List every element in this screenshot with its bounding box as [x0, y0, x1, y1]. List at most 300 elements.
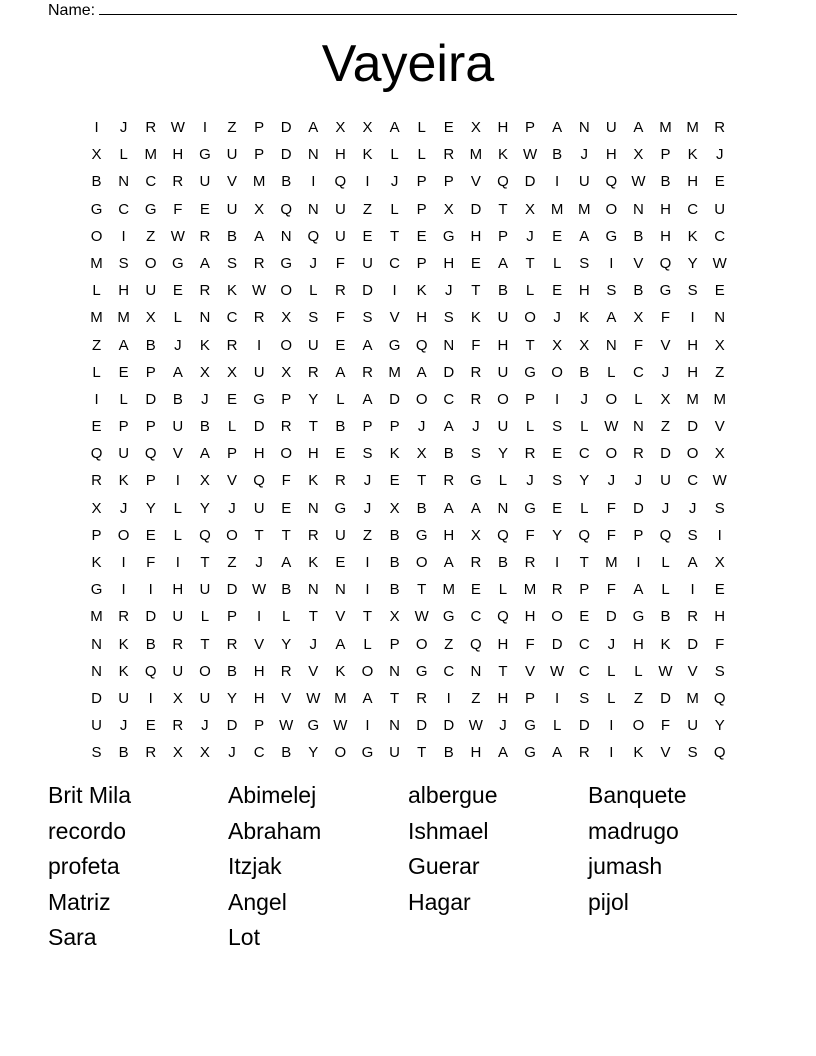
grid-letter: M — [144, 146, 157, 164]
grid-letter: B — [227, 662, 238, 680]
grid-letter: O — [117, 526, 130, 544]
grid-letter: A — [308, 119, 319, 136]
grid-letter: I — [690, 309, 695, 327]
grid-letter: J — [607, 635, 616, 653]
grid-letter: G — [144, 200, 157, 218]
grid-letter: Z — [715, 363, 725, 381]
grid-letter: L — [173, 499, 182, 517]
grid-letter: B — [552, 146, 563, 164]
grid-letter: L — [390, 146, 399, 164]
grid-letter: P — [416, 254, 427, 272]
grid-letter: O — [524, 309, 536, 327]
grid-letter: W — [468, 717, 483, 735]
grid-letter: G — [361, 744, 374, 762]
grid-letter: D — [605, 608, 617, 626]
grid-letter: I — [609, 254, 614, 272]
grid-letter: B — [497, 282, 508, 300]
grid-letter: Q — [199, 526, 211, 544]
grid-letter: V — [714, 418, 725, 436]
grid-letter: O — [551, 608, 563, 626]
grid-letter: J — [607, 472, 616, 490]
grid-letter: U — [118, 689, 130, 707]
grid-letter: U — [118, 445, 130, 463]
grid-letter: P — [145, 363, 156, 381]
grid-letter: S — [362, 309, 373, 327]
grid-letter: K — [335, 662, 346, 680]
grid-letter: C — [253, 744, 265, 762]
grid-letter: U — [497, 418, 509, 436]
grid-letter: G — [470, 472, 482, 490]
grid-letter: G — [524, 363, 536, 381]
grid-letter: N — [307, 499, 319, 517]
grid-letter: M — [686, 689, 699, 707]
word-list-item: Ishmael — [408, 817, 489, 844]
page-title: Vayeira — [321, 35, 495, 93]
grid-letter: G — [524, 744, 536, 762]
grid-letter: A — [199, 254, 210, 272]
grid-letter: V — [470, 173, 481, 191]
grid-letter: K — [416, 282, 427, 300]
grid-letter: H — [443, 254, 455, 272]
grid-letter: F — [606, 581, 616, 599]
grid-letter: F — [173, 200, 183, 218]
grid-letter: Q — [307, 227, 320, 245]
grid-letter: Z — [471, 689, 481, 707]
grid-letter: H — [660, 227, 671, 245]
grid-letter: W — [631, 173, 646, 191]
grid-letter: Q — [470, 635, 482, 653]
grid-letter: X — [199, 472, 210, 490]
grid-letter: K — [389, 445, 400, 463]
grid-letter: W — [279, 717, 294, 735]
grid-letter: N — [307, 146, 319, 164]
grid-letter: T — [308, 608, 318, 626]
grid-letter: X — [227, 363, 238, 381]
grid-letter: E — [91, 418, 102, 436]
grid-letter: B — [172, 390, 183, 408]
grid-letter: L — [119, 146, 128, 164]
grid-letter: J — [309, 635, 318, 653]
grid-letter: N — [389, 662, 400, 680]
grid-letter: I — [311, 173, 316, 191]
word-list-item: Brit Mila — [48, 782, 132, 808]
grid-letter: P — [389, 418, 400, 436]
grid-letter: D — [470, 200, 482, 218]
grid-letter: S — [687, 282, 698, 300]
grid-letter: G — [415, 662, 428, 680]
grid-letter: R — [280, 662, 292, 680]
grid-letter: T — [281, 526, 291, 544]
grid-letter: I — [392, 282, 397, 300]
grid-letter: J — [201, 717, 209, 735]
grid-letter: R — [362, 363, 373, 381]
grid-letter: L — [498, 581, 508, 599]
grid-letter: J — [445, 282, 453, 300]
grid-letter: T — [254, 526, 264, 544]
grid-letter: U — [199, 173, 211, 191]
grid-letter: M — [713, 390, 726, 408]
grid-letter: D — [660, 445, 671, 463]
grid-letter: S — [606, 282, 617, 300]
grid-letter: F — [525, 635, 535, 653]
grid-letter: B — [281, 581, 292, 599]
grid-letter: O — [226, 526, 238, 544]
grid-letter: C — [687, 472, 699, 490]
grid-letter: M — [686, 390, 699, 408]
grid-letter: F — [660, 717, 671, 735]
grid-letter: C — [443, 390, 455, 408]
grid-letter: X — [281, 309, 292, 327]
grid-letter: O — [415, 554, 428, 571]
grid-letter: C — [145, 173, 157, 191]
grid-letter: R — [145, 119, 157, 136]
grid-letter: Z — [362, 200, 373, 218]
grid-letter: B — [389, 554, 400, 571]
grid-letter: N — [633, 200, 644, 218]
grid-letter: A — [281, 554, 292, 571]
grid-letter: G — [171, 254, 184, 272]
grid-letter: F — [335, 254, 345, 272]
grid-letter: Q — [497, 608, 509, 626]
grid-letter: U — [199, 581, 211, 599]
grid-letter: D — [253, 418, 265, 436]
name-label: Name: — [48, 2, 96, 19]
grid-letter: R — [253, 309, 265, 327]
grid-letter: A — [552, 744, 563, 762]
grid-letter: L — [607, 689, 616, 707]
grid-letter: I — [175, 554, 180, 571]
grid-letter: G — [524, 717, 536, 735]
grid-letter: P — [227, 445, 238, 463]
grid-letter: O — [605, 390, 618, 408]
grid-letter: H — [443, 526, 455, 544]
grid-letter: Q — [90, 445, 103, 463]
grid-letter: K — [118, 635, 129, 653]
word-list-item: pijol — [588, 888, 629, 915]
grid-letter: R — [199, 227, 211, 245]
grid-letter: A — [633, 581, 644, 599]
word-list-item: Guerar — [408, 853, 480, 880]
grid-letter: J — [201, 390, 209, 408]
grid-letter: G — [90, 581, 103, 599]
grid-letter: J — [174, 336, 182, 354]
grid-letter: O — [632, 717, 645, 735]
grid-letter: P — [660, 146, 671, 164]
grid-letter: O — [686, 445, 699, 463]
grid-letter: U — [226, 200, 238, 218]
word-search-grid — [83, 114, 734, 767]
word-list-item: Abimelej — [228, 782, 317, 808]
grid-letter: A — [443, 418, 454, 436]
grid-letter: Y — [308, 390, 319, 408]
grid-letter: L — [173, 309, 182, 327]
grid-letter: U — [334, 200, 346, 218]
grid-letter: B — [633, 227, 644, 245]
grid-letter: T — [498, 662, 508, 680]
grid-letter: D — [578, 717, 590, 735]
grid-letter: I — [690, 581, 695, 599]
grid-letter: E — [172, 282, 183, 300]
grid-letter: Y — [281, 635, 292, 653]
grid-letter: F — [606, 526, 616, 544]
grid-letter: P — [525, 390, 536, 408]
grid-letter: A — [416, 363, 427, 381]
grid-letter: M — [442, 581, 456, 599]
grid-letter: H — [416, 309, 428, 327]
grid-letter: D — [687, 418, 699, 436]
grid-letter: J — [228, 499, 236, 517]
grid-letter: L — [552, 254, 562, 272]
grid-letter: J — [526, 227, 534, 245]
grid-letter: R — [470, 363, 482, 381]
grid-letter: R — [578, 744, 590, 762]
grid-letter: Z — [362, 526, 373, 544]
grid-letter: H — [714, 608, 726, 626]
grid-letter: H — [497, 635, 509, 653]
grid-letter: M — [117, 309, 130, 327]
grid-letter: D — [91, 689, 102, 707]
grid-letter: R — [551, 581, 563, 599]
grid-letter: W — [658, 662, 673, 680]
grid-letter: I — [555, 554, 560, 571]
grid-letter: T — [525, 254, 535, 272]
grid-letter: W — [712, 254, 727, 272]
grid-letter: R — [416, 689, 428, 707]
grid-letter: R — [118, 608, 130, 626]
grid-letter: A — [633, 119, 644, 136]
grid-letter: A — [254, 227, 265, 245]
grid-letter: H — [497, 119, 509, 136]
word-list — [48, 778, 768, 956]
grid-letter: E — [552, 227, 563, 245]
grid-letter: J — [661, 499, 670, 517]
grid-letter: P — [525, 689, 536, 707]
grid-letter: A — [443, 554, 454, 571]
grid-letter: D — [416, 717, 428, 735]
grid-letter: R — [172, 717, 184, 735]
grid-letter: O — [280, 336, 293, 354]
grid-letter: H — [497, 689, 509, 707]
grid-letter: R — [443, 472, 455, 490]
grid-letter: O — [280, 445, 293, 463]
grid-letter: C — [389, 254, 400, 272]
grid-letter: I — [121, 581, 126, 599]
word-list-item: Angel — [228, 888, 287, 915]
grid-letter: M — [523, 581, 537, 599]
grid-letter: K — [199, 336, 210, 354]
grid-letter: C — [578, 635, 590, 653]
grid-letter: O — [280, 282, 293, 300]
grid-letter: M — [659, 119, 672, 136]
grid-letter: N — [91, 662, 102, 680]
grid-letter: I — [446, 689, 451, 707]
grid-letter: I — [175, 472, 180, 490]
grid-letter: I — [365, 581, 370, 599]
grid-letter: H — [334, 146, 346, 164]
grid-letter: E — [714, 282, 725, 300]
grid-letter: H — [687, 363, 699, 381]
grid-letter: W — [170, 119, 185, 136]
grid-letter: M — [605, 554, 618, 571]
grid-letter: V — [389, 309, 400, 327]
grid-letter: Q — [578, 526, 591, 544]
grid-letter: E — [443, 119, 454, 136]
grid-letter: B — [416, 499, 427, 517]
grid-letter: G — [605, 227, 618, 245]
grid-letter: I — [609, 744, 614, 762]
grid-letter: S — [118, 254, 129, 272]
grid-letter: E — [362, 227, 373, 245]
grid-letter: J — [553, 309, 561, 327]
grid-letter: U — [362, 254, 373, 272]
grid-letter: Z — [444, 635, 454, 653]
grid-letter: H — [687, 336, 699, 354]
grid-letter: U — [605, 119, 617, 136]
grid-letter: B — [389, 526, 400, 544]
grid-letter: P — [579, 581, 590, 599]
grid-letter: X — [714, 554, 725, 571]
grid-letter: M — [252, 173, 266, 191]
grid-letter: Q — [713, 689, 726, 707]
grid-letter: X — [145, 309, 156, 327]
grid-letter: R — [334, 282, 346, 300]
grid-letter: A — [199, 445, 210, 463]
grid-letter: G — [90, 200, 103, 218]
grid-letter: A — [118, 336, 129, 354]
grid-letter: L — [227, 418, 237, 436]
grid-letter: M — [577, 200, 591, 218]
grid-letter: I — [555, 390, 560, 408]
grid-letter: X — [389, 608, 400, 626]
grid-letter: G — [199, 146, 211, 164]
grid-letter: X — [470, 119, 481, 136]
grid-letter: C — [226, 309, 238, 327]
grid-letter: N — [91, 635, 102, 653]
grid-letter: N — [307, 581, 319, 599]
grid-letter: I — [257, 608, 262, 626]
grid-letter: U — [714, 200, 726, 218]
grid-letter: Q — [659, 254, 672, 272]
grid-letter: A — [389, 119, 400, 136]
grid-letter: S — [91, 744, 102, 762]
grid-letter: V — [227, 472, 238, 490]
grid-letter: T — [200, 554, 210, 571]
grid-letter: H — [253, 689, 265, 707]
grid-letter: P — [254, 119, 265, 136]
grid-letter: L — [363, 635, 372, 653]
grid-letter: R — [633, 445, 644, 463]
grid-letter: H — [633, 635, 644, 653]
grid-letter: E — [552, 445, 563, 463]
grid-letter: N — [470, 662, 482, 680]
grid-letter: N — [714, 309, 726, 327]
grid-letter: C — [118, 200, 130, 218]
grid-letter: X — [199, 363, 210, 381]
grid-letter: B — [91, 173, 102, 191]
grid-letter: L — [661, 554, 670, 571]
word-list-item: Sara — [48, 924, 97, 951]
grid-letter: M — [469, 146, 483, 164]
grid-letter: U — [253, 499, 265, 517]
grid-letter: O — [605, 445, 618, 463]
grid-letter: V — [687, 662, 698, 680]
grid-letter: R — [524, 554, 536, 571]
grid-letter: F — [715, 635, 725, 653]
grid-letter: S — [227, 254, 238, 272]
grid-letter: X — [443, 200, 454, 218]
grid-letter: P — [254, 717, 265, 735]
grid-letter: F — [606, 499, 616, 517]
grid-letter: X — [579, 336, 590, 354]
word-list-item: Hagar — [408, 888, 471, 915]
grid-letter: F — [525, 526, 535, 544]
grid-letter: U — [172, 418, 184, 436]
word-list-item: profeta — [48, 853, 120, 880]
grid-letter: U — [497, 363, 509, 381]
grid-letter: A — [552, 119, 563, 136]
grid-letter: X — [416, 445, 427, 463]
grid-letter: X — [172, 744, 183, 762]
grid-letter: J — [363, 499, 372, 517]
grid-letter: M — [90, 309, 103, 327]
grid-letter: Q — [659, 526, 672, 544]
grid-letter: N — [578, 119, 590, 136]
grid-letter: R — [172, 635, 184, 653]
grid-letter: W — [333, 717, 348, 735]
grid-letter: V — [172, 445, 183, 463]
grid-letter: D — [145, 390, 157, 408]
grid-letter: X — [714, 445, 725, 463]
grid-letter: P — [633, 526, 644, 544]
word-list-item: Abraham — [228, 817, 322, 844]
grid-letter: B — [281, 744, 292, 762]
grid-letter: W — [712, 472, 727, 490]
grid-letter: I — [148, 689, 153, 707]
grid-letter: L — [200, 608, 210, 626]
grid-letter: E — [552, 499, 563, 517]
grid-letter: U — [253, 363, 265, 381]
grid-letter: O — [497, 390, 509, 408]
grid-letter: D — [280, 119, 292, 136]
grid-letter: B — [443, 445, 454, 463]
grid-letter: R — [226, 635, 238, 653]
grid-letter: J — [472, 418, 480, 436]
grid-letter: R — [307, 363, 319, 381]
grid-letter: N — [605, 336, 617, 354]
grid-letter: K — [660, 635, 671, 653]
grid-letter: Y — [687, 254, 698, 272]
grid-letter: B — [335, 418, 346, 436]
name-field — [48, 0, 737, 20]
grid-letter: R — [145, 744, 157, 762]
grid-letter: S — [470, 445, 481, 463]
grid-letter: T — [362, 608, 373, 626]
grid-letter: X — [254, 200, 265, 218]
grid-letter: Y — [714, 717, 725, 735]
grid-letter: C — [714, 227, 726, 245]
grid-letter: E — [145, 717, 156, 735]
grid-letter: O — [334, 744, 347, 762]
grid-letter: J — [580, 146, 588, 164]
grid-letter: S — [687, 744, 698, 762]
grid-letter: L — [390, 200, 399, 218]
grid-letter: I — [365, 717, 370, 735]
grid-letter: F — [471, 336, 481, 354]
grid-letter: K — [308, 472, 319, 490]
word-list-item: madrugo — [588, 817, 679, 844]
grid-letter: B — [497, 554, 508, 571]
grid-letter: U — [172, 608, 184, 626]
